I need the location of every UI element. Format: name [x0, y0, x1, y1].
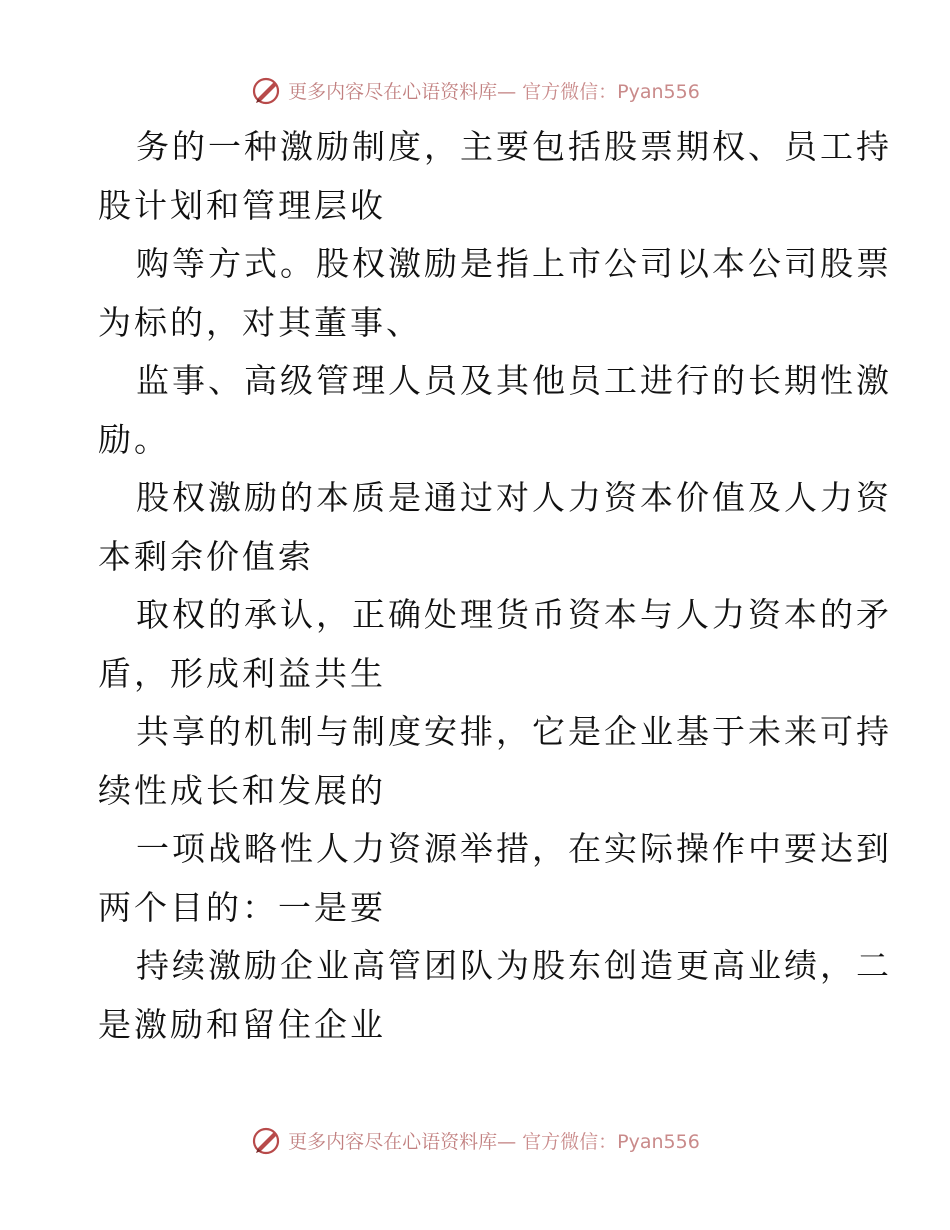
body-line: 一项战略性人力资源举措，在实际操作中要达到: [136, 829, 892, 868]
body-line: 盾，形成利益共生: [98, 653, 386, 693]
body-line: 务的一种激励制度，主要包括股票期权、员工持: [136, 127, 892, 166]
footer-banner: [0, 1120, 950, 1160]
body-line: 监事、高级管理人员及其他员工进行的长期性激: [136, 361, 892, 400]
header-wechat-text: 官方微信：Pyan556: [522, 80, 700, 103]
footer-wechat-text: 官方微信：Pyan556: [522, 1130, 700, 1153]
pen-logo-icon: [250, 1124, 282, 1156]
body-line: 是激励和留住企业: [98, 1004, 386, 1044]
body-line: 续性成长和发展的: [98, 770, 386, 810]
body-line: 本剩余价值索: [98, 536, 314, 576]
body-line: 持续激励企业高管团队为股东创造更高业绩，二: [136, 946, 892, 985]
body-line: 股计划和管理层收: [98, 185, 386, 225]
footer-banner-text: 更多内容尽在心语资料库—: [288, 1130, 517, 1153]
document-body: [98, 118, 892, 1054]
pen-logo-icon: [250, 74, 282, 106]
body-line: 两个目的：一是要: [98, 887, 386, 927]
body-line: 购等方式。股权激励是指上市公司以本公司股票: [136, 244, 892, 283]
header-banner: [0, 70, 950, 110]
header-banner-text: 更多内容尽在心语资料库—: [288, 80, 517, 103]
body-line: 共享的机制与制度安排，它是企业基于未来可持: [136, 712, 892, 751]
body-line: 股权激励的本质是通过对人力资本价值及人力资: [136, 478, 892, 517]
body-line: 取权的承认，正确处理货币资本与人力资本的矛: [136, 595, 892, 634]
body-line: 励。: [98, 419, 170, 459]
body-line: 为标的，对其董事、: [98, 302, 422, 342]
